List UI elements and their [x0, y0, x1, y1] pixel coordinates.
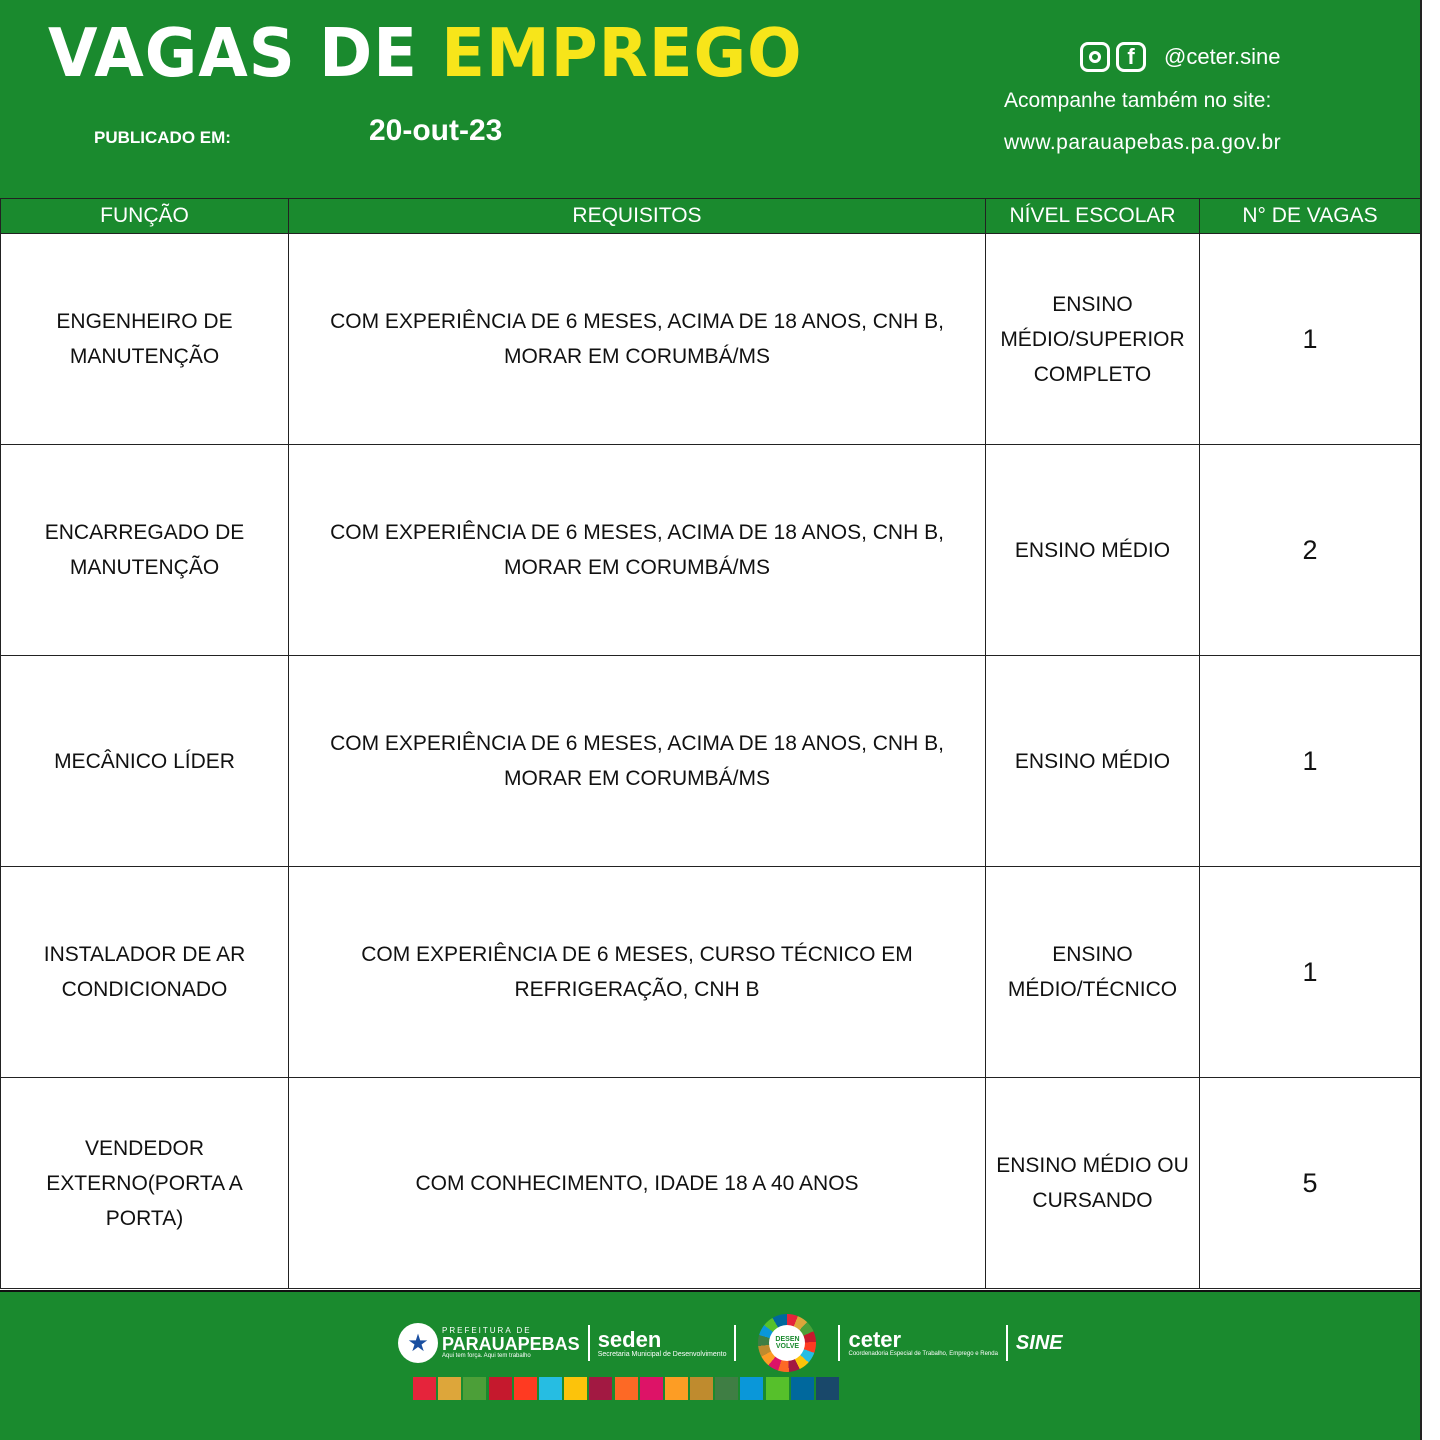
column-header-funcao: FUNÇÃO [1, 199, 289, 234]
logo-divider [838, 1325, 840, 1361]
ceter-desc: Coordenadoria Especial de Trabalho, Emprego e Renda [848, 1351, 998, 1357]
ceter-logo [848, 1329, 997, 1357]
sdg-goal-icon [690, 1377, 713, 1400]
logo-divider [588, 1325, 590, 1361]
logo-divider [734, 1325, 736, 1361]
sdg-goal-icon [816, 1377, 839, 1400]
instagram-icon[interactable] [1080, 42, 1110, 72]
sdg-goal-icon [514, 1377, 537, 1400]
table-row [1, 445, 1421, 656]
cell-vagas: 5 [1200, 1078, 1421, 1289]
star-icon: ★ [398, 1323, 438, 1363]
cell-vagas: 2 [1200, 445, 1421, 656]
facebook-icon[interactable]: f [1116, 42, 1146, 72]
sine-logo: SINE [1015, 1331, 1063, 1354]
prefeitura-tagline: Aqui tem força. Aqui tem trabalho [442, 1353, 531, 1359]
sdg-goal-icon [841, 1377, 864, 1400]
cell-funcao: INSTALADOR DE AR CONDICIONADO [1, 867, 289, 1078]
cell-funcao: ENCARREGADO DE MANUTENÇÃO [1, 445, 289, 656]
footer-banner [0, 1290, 1420, 1440]
cell-nivel: ENSINO MÉDIO OU CURSANDO [986, 1078, 1200, 1289]
sdg-goal-icon [438, 1377, 461, 1400]
desenvolve-wheel-logo [758, 1314, 816, 1372]
cell-funcao: MECÂNICO LÍDER [1, 656, 289, 867]
sdg-goal-icon [665, 1377, 688, 1400]
sdg-goal-icon [615, 1377, 638, 1400]
sdg-goal-icon [489, 1377, 512, 1400]
seden-desc: Secretaria Municipal de Desenvolvimento [597, 1350, 727, 1358]
wheel-text: DESEN VOLVE [769, 1325, 805, 1361]
sdg-goal-icon [564, 1377, 587, 1400]
published-date: 20-out-23 [369, 114, 503, 147]
table-row [1, 234, 1421, 445]
cell-funcao: ENGENHEIRO DE MANUTENÇÃO [1, 234, 289, 445]
cell-nivel: ENSINO MÉDIO [986, 656, 1200, 867]
partner-logos [398, 1314, 1063, 1372]
column-header-requisitos: REQUISITOS [289, 199, 986, 234]
sdg-goal-icon [640, 1377, 663, 1400]
cell-requisitos: COM EXPERIÊNCIA DE 6 MESES, ACIMA DE 18 ANOS, CNH B, MORAR EM CORUMBÁ/MS [289, 445, 986, 656]
title-part-yellow: EMPREGO [441, 15, 803, 93]
cell-vagas: 1 [1200, 234, 1421, 445]
cell-requisitos: COM CONHECIMENTO, IDADE 18 A 40 ANOS [289, 1078, 986, 1289]
cell-requisitos: COM EXPERIÊNCIA DE 6 MESES, CURSO TÉCNICO EM REFRIGERAÇÃO, CNH B [289, 867, 986, 1078]
cell-vagas: 1 [1200, 867, 1421, 1078]
sdg-goal-icon [766, 1377, 789, 1400]
sdg-goal-icon [589, 1377, 612, 1400]
prefeitura-logo [398, 1323, 580, 1363]
seden-name: seden [597, 1326, 662, 1352]
column-header-nivel: NÍVEL ESCOLAR [986, 199, 1200, 234]
table-header-row [1, 199, 1421, 234]
sdg-goal-icon [791, 1377, 814, 1400]
sdg-icons-row [413, 1377, 866, 1400]
title-part-white: VAGAS DE [48, 15, 418, 93]
ceter-name: ceter [848, 1327, 902, 1352]
sdg-goal-icon [715, 1377, 738, 1400]
published-label: PUBLICADO EM: [94, 128, 231, 147]
page-title [48, 16, 803, 92]
seden-logo [597, 1326, 727, 1358]
sdg-goal-icon [740, 1377, 763, 1400]
follow-text: Acompanhe também no site: [1004, 89, 1272, 112]
sdg-goal-icon [463, 1377, 486, 1400]
table-row [1, 867, 1421, 1078]
cell-nivel: ENSINO MÉDIO [986, 445, 1200, 656]
cell-nivel: ENSINO MÉDIO/SUPERIOR COMPLETO [986, 234, 1200, 445]
cell-requisitos: COM EXPERIÊNCIA DE 6 MESES, ACIMA DE 18 ANOS, CNH B, MORAR EM CORUMBÁ/MS [289, 656, 986, 867]
cell-funcao: VENDEDOR EXTERNO(PORTA A PORTA) [1, 1078, 289, 1289]
header-banner [0, 0, 1420, 200]
social-block [1080, 42, 1281, 72]
cell-nivel: ENSINO MÉDIO/TÉCNICO [986, 867, 1200, 1078]
website-link[interactable]: www.parauapebas.pa.gov.br [1004, 131, 1282, 154]
column-header-vagas: N° DE VAGAS [1200, 199, 1421, 234]
sdg-goal-icon [539, 1377, 562, 1400]
cell-vagas: 1 [1200, 656, 1421, 867]
jobs-table [0, 198, 1421, 1289]
sdg-goal-icon [413, 1377, 436, 1400]
logo-divider [1006, 1325, 1008, 1361]
table-row [1, 656, 1421, 867]
cell-requisitos: COM EXPERIÊNCIA DE 6 MESES, ACIMA DE 18 ANOS, CNH B, MORAR EM CORUMBÁ/MS [289, 234, 986, 445]
prefeitura-name: PARAUAPEBAS [442, 1334, 580, 1354]
table-row [1, 1078, 1421, 1289]
prefeitura-small: PREFEITURA DE [442, 1326, 532, 1335]
social-handle[interactable]: @ceter.sine [1164, 44, 1281, 69]
